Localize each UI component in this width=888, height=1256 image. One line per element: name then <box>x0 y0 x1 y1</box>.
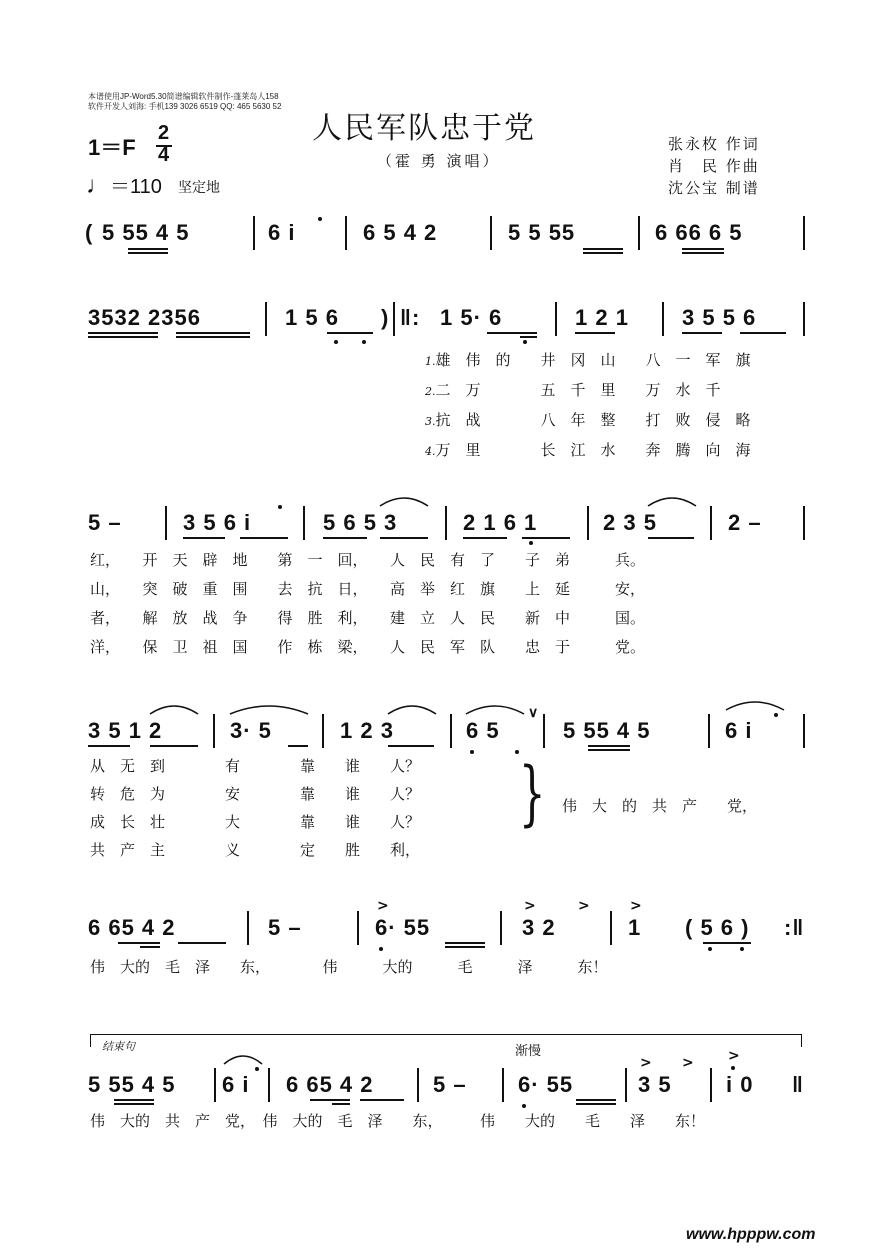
low-octave-dot <box>362 340 366 344</box>
repeat-end: :‖ <box>784 915 805 940</box>
coda-lyrics-line: 伟 大的 共 产 党， 伟 大的 毛 泽 东， 伟 大的 毛 泽 东！ <box>90 1112 706 1130</box>
low-octave-dot <box>529 541 533 545</box>
barline <box>587 506 589 540</box>
key-signature: 1＝F <box>88 135 136 160</box>
final-barline: ‖ <box>792 1072 804 1097</box>
verse-lyrics-block-1 <box>425 346 751 466</box>
measure-13: 5 6 5 3 <box>323 510 398 535</box>
slur <box>378 494 430 508</box>
measure-31: 6 65 4 2 <box>286 1072 374 1097</box>
measure-28: ( 5 6 ) <box>685 915 750 940</box>
slur <box>228 702 310 716</box>
barline <box>803 714 805 748</box>
underline <box>310 1099 350 1101</box>
composer: 肖 民 作曲 <box>668 157 760 175</box>
measure-22: 6 i <box>725 718 753 743</box>
measure-27: 1 <box>628 915 642 940</box>
lyric-line: 3.抗 战 八 年 整 打 败 侵 略 <box>425 411 751 429</box>
barline <box>490 216 492 250</box>
underline <box>380 537 428 539</box>
underline <box>114 1099 154 1101</box>
verse-lyrics-block-2 <box>90 546 645 662</box>
time-signature-top: 2 <box>158 122 170 144</box>
barline <box>708 714 710 748</box>
high-octave-dot <box>278 505 282 509</box>
barline <box>247 911 249 945</box>
measure-7: 1 5 6 <box>285 305 339 330</box>
underline <box>740 332 786 334</box>
ritardando-mark: 渐慢 <box>515 1043 542 1058</box>
high-octave-dot <box>318 217 322 221</box>
barline <box>610 911 612 945</box>
software-credit-line-2: 软件开发人刘海: 手机139 3026 6519 QQ: 465 5630 52 <box>88 102 282 111</box>
barline <box>662 302 664 336</box>
song-title: 人民军队忠于党 <box>312 111 536 146</box>
underline <box>648 537 694 539</box>
software-credit-line-1: 本谱使用JP-Word5.30简谱编辑软件制作-蓬莱岛人158 <box>88 92 279 101</box>
slur <box>724 698 786 712</box>
lyric-line: 红， 开 天 辟 地 第 一 回， 人 民 有 了 子 弟 兵。 <box>90 551 646 569</box>
arranger: 沈公宝 制谱 <box>668 179 760 197</box>
measure-11: 5 – <box>88 510 122 535</box>
low-octave-dot <box>379 947 383 951</box>
measure-9: 1 2 1 <box>575 305 629 330</box>
underline <box>327 332 373 334</box>
underline <box>576 1099 616 1101</box>
measure-8: 1 5· 6 <box>440 305 503 330</box>
coda-label: 结束句 <box>102 1041 135 1053</box>
underline <box>583 252 623 254</box>
tempo-mark <box>86 170 162 200</box>
measure-21: 5 55 4 5 <box>563 718 651 743</box>
underline <box>682 252 724 254</box>
barline <box>213 714 215 748</box>
barline <box>393 302 395 336</box>
underline <box>575 332 615 334</box>
performer-note: （霍 勇 演唱） <box>377 152 501 170</box>
measure-12: 3 5 6 i <box>183 510 252 535</box>
barline <box>803 302 805 336</box>
accent-mark: > <box>728 1048 740 1064</box>
low-octave-dot <box>334 340 338 344</box>
low-octave-dot <box>523 340 527 344</box>
underline <box>682 332 722 334</box>
underline <box>118 942 160 944</box>
underline <box>140 946 160 948</box>
time-signature-bottom: 4 <box>158 144 170 166</box>
lyric-line: 山， 突 破 重 围 去 抗 日， 高 举 红 旗 上 延 安， <box>90 580 646 598</box>
measure-20: 6 5 <box>466 718 500 743</box>
measure-35: i 0 <box>726 1072 754 1097</box>
intro-paren-close: ) <box>381 305 390 330</box>
coda-bracket <box>90 1034 802 1047</box>
measure-10: 3 5 5 6 <box>682 305 757 330</box>
barline <box>165 506 167 540</box>
authors-block <box>668 133 760 199</box>
lyric-line: 成 长 壮 大 靠 谁 人？ <box>90 813 421 831</box>
verse-lyrics-line: 伟 大的 毛 泽 东， 伟 大的 毛 泽 东！ <box>90 958 608 976</box>
measure-23: 6 65 4 2 <box>88 915 176 940</box>
underline <box>240 537 288 539</box>
underline <box>183 537 225 539</box>
underline <box>88 332 158 334</box>
underline <box>445 946 485 948</box>
barline <box>357 911 359 945</box>
underline <box>360 1099 404 1101</box>
measure-17: 3 5 1 2 <box>88 718 163 743</box>
accent-mark: > <box>640 1055 652 1071</box>
underline <box>682 248 724 250</box>
slur <box>386 702 438 716</box>
measure-19: 1 2 3 <box>340 718 394 743</box>
barline <box>500 911 502 945</box>
measure-33: 6· 55 <box>518 1072 574 1097</box>
barline <box>502 1068 504 1102</box>
underline <box>88 336 158 338</box>
lyricist: 张永枚 作词 <box>668 135 760 153</box>
measure-16: 2 – <box>728 510 762 535</box>
underline <box>176 336 250 338</box>
underline <box>150 745 198 747</box>
slur <box>646 494 698 508</box>
lyric-line: 共 产 主 义 定 胜 利， <box>90 841 421 859</box>
measure-4: 5 5 55 <box>508 220 576 245</box>
lyric-line: 转 危 为 安 靠 谁 人？ <box>90 785 421 803</box>
barline <box>803 216 805 250</box>
tempo-marking: 坚定地 <box>178 180 220 196</box>
slur <box>222 1052 264 1066</box>
slur <box>148 702 200 716</box>
barline <box>555 302 557 336</box>
underline <box>323 537 367 539</box>
underline <box>588 745 630 747</box>
underline <box>703 942 751 944</box>
barline <box>638 216 640 250</box>
measure-14: 2 1 6 1 <box>463 510 538 535</box>
breath-mark: ∨ <box>528 704 540 720</box>
measure-2: 6 i <box>268 220 296 245</box>
high-octave-dot <box>255 1067 259 1071</box>
barline <box>322 714 324 748</box>
measure-6: 3532 2356 <box>88 305 201 330</box>
barline <box>450 714 452 748</box>
underline <box>588 749 630 751</box>
underline <box>388 745 434 747</box>
tempo-value: ＝110 <box>110 176 162 198</box>
quarter-note-icon: ♩ <box>86 172 110 199</box>
barline <box>265 302 267 336</box>
measure-18: 3· 5 <box>230 718 272 743</box>
barline <box>345 216 347 250</box>
measure-34: 3 5 <box>638 1072 672 1097</box>
underline <box>520 336 537 338</box>
accent-mark: > <box>578 898 590 914</box>
accent-mark: > <box>524 898 536 914</box>
barline <box>710 506 712 540</box>
measure-5: 6 66 6 5 <box>655 220 743 245</box>
underline <box>332 1103 350 1105</box>
barline <box>445 506 447 540</box>
barline <box>214 1068 216 1102</box>
underline <box>445 942 485 944</box>
underline <box>128 252 168 254</box>
accent-mark: > <box>682 1055 694 1071</box>
underline <box>288 745 308 747</box>
measure-26: 3 2 <box>522 915 556 940</box>
measure-25: 6· 55 <box>375 915 431 940</box>
low-octave-dot <box>708 947 712 951</box>
lyrics-brace: } <box>518 752 546 834</box>
lyric-line: 2.二 万 五 千 里 万 水 千 <box>425 381 721 399</box>
barline <box>268 1068 270 1102</box>
slur <box>464 702 526 716</box>
barline <box>253 216 255 250</box>
lyric-line: 4.万 里 长 江 水 奔 腾 向 海 <box>425 441 751 459</box>
chorus-lyric: 伟 大 的 共 产 党， <box>562 797 758 815</box>
high-octave-dot <box>774 713 778 717</box>
underline <box>88 745 130 747</box>
underline <box>576 1103 616 1105</box>
barline <box>625 1068 627 1102</box>
lyric-line: 1.雄 伟 的 井 冈 山 八 一 军 旗 <box>425 351 751 369</box>
measure-32: 5 – <box>433 1072 467 1097</box>
measure-3: 6 5 4 2 <box>363 220 438 245</box>
measure-30: 6 i <box>222 1072 250 1097</box>
underline <box>114 1103 154 1105</box>
barline <box>710 1068 712 1102</box>
barline <box>417 1068 419 1102</box>
site-watermark: www.hpppw.com <box>686 1226 816 1243</box>
underline <box>128 248 168 250</box>
verse-lyrics-block-3 <box>90 752 420 864</box>
low-octave-dot <box>470 750 474 754</box>
measure-15: 2 3 5 <box>603 510 657 535</box>
measure-1: 5 55 4 5 <box>102 220 190 245</box>
accent-mark: > <box>630 898 642 914</box>
underline <box>583 248 623 250</box>
measure-29: 5 55 4 5 <box>88 1072 176 1097</box>
measure-24: 5 – <box>268 915 302 940</box>
lyric-line: 洋， 保 卫 祖 国 作 栋 梁， 人 民 军 队 忠 于 党。 <box>90 638 646 656</box>
underline <box>487 332 537 334</box>
low-octave-dot <box>522 1104 526 1108</box>
underline <box>463 537 507 539</box>
intro-paren-open: ( <box>85 220 94 245</box>
lyric-line: 从 无 到 有 靠 谁 人？ <box>90 757 421 775</box>
low-octave-dot <box>740 947 744 951</box>
barline <box>303 506 305 540</box>
barline <box>543 714 545 748</box>
repeat-start: ‖: <box>400 305 421 330</box>
lyric-line: 者， 解 放 战 争 得 胜 利， 建 立 人 民 新 中 国。 <box>90 609 646 627</box>
accent-mark: > <box>377 898 389 914</box>
barline <box>803 506 805 540</box>
underline <box>176 332 250 334</box>
underline <box>178 942 226 944</box>
high-octave-dot <box>731 1066 735 1070</box>
underline <box>522 537 570 539</box>
